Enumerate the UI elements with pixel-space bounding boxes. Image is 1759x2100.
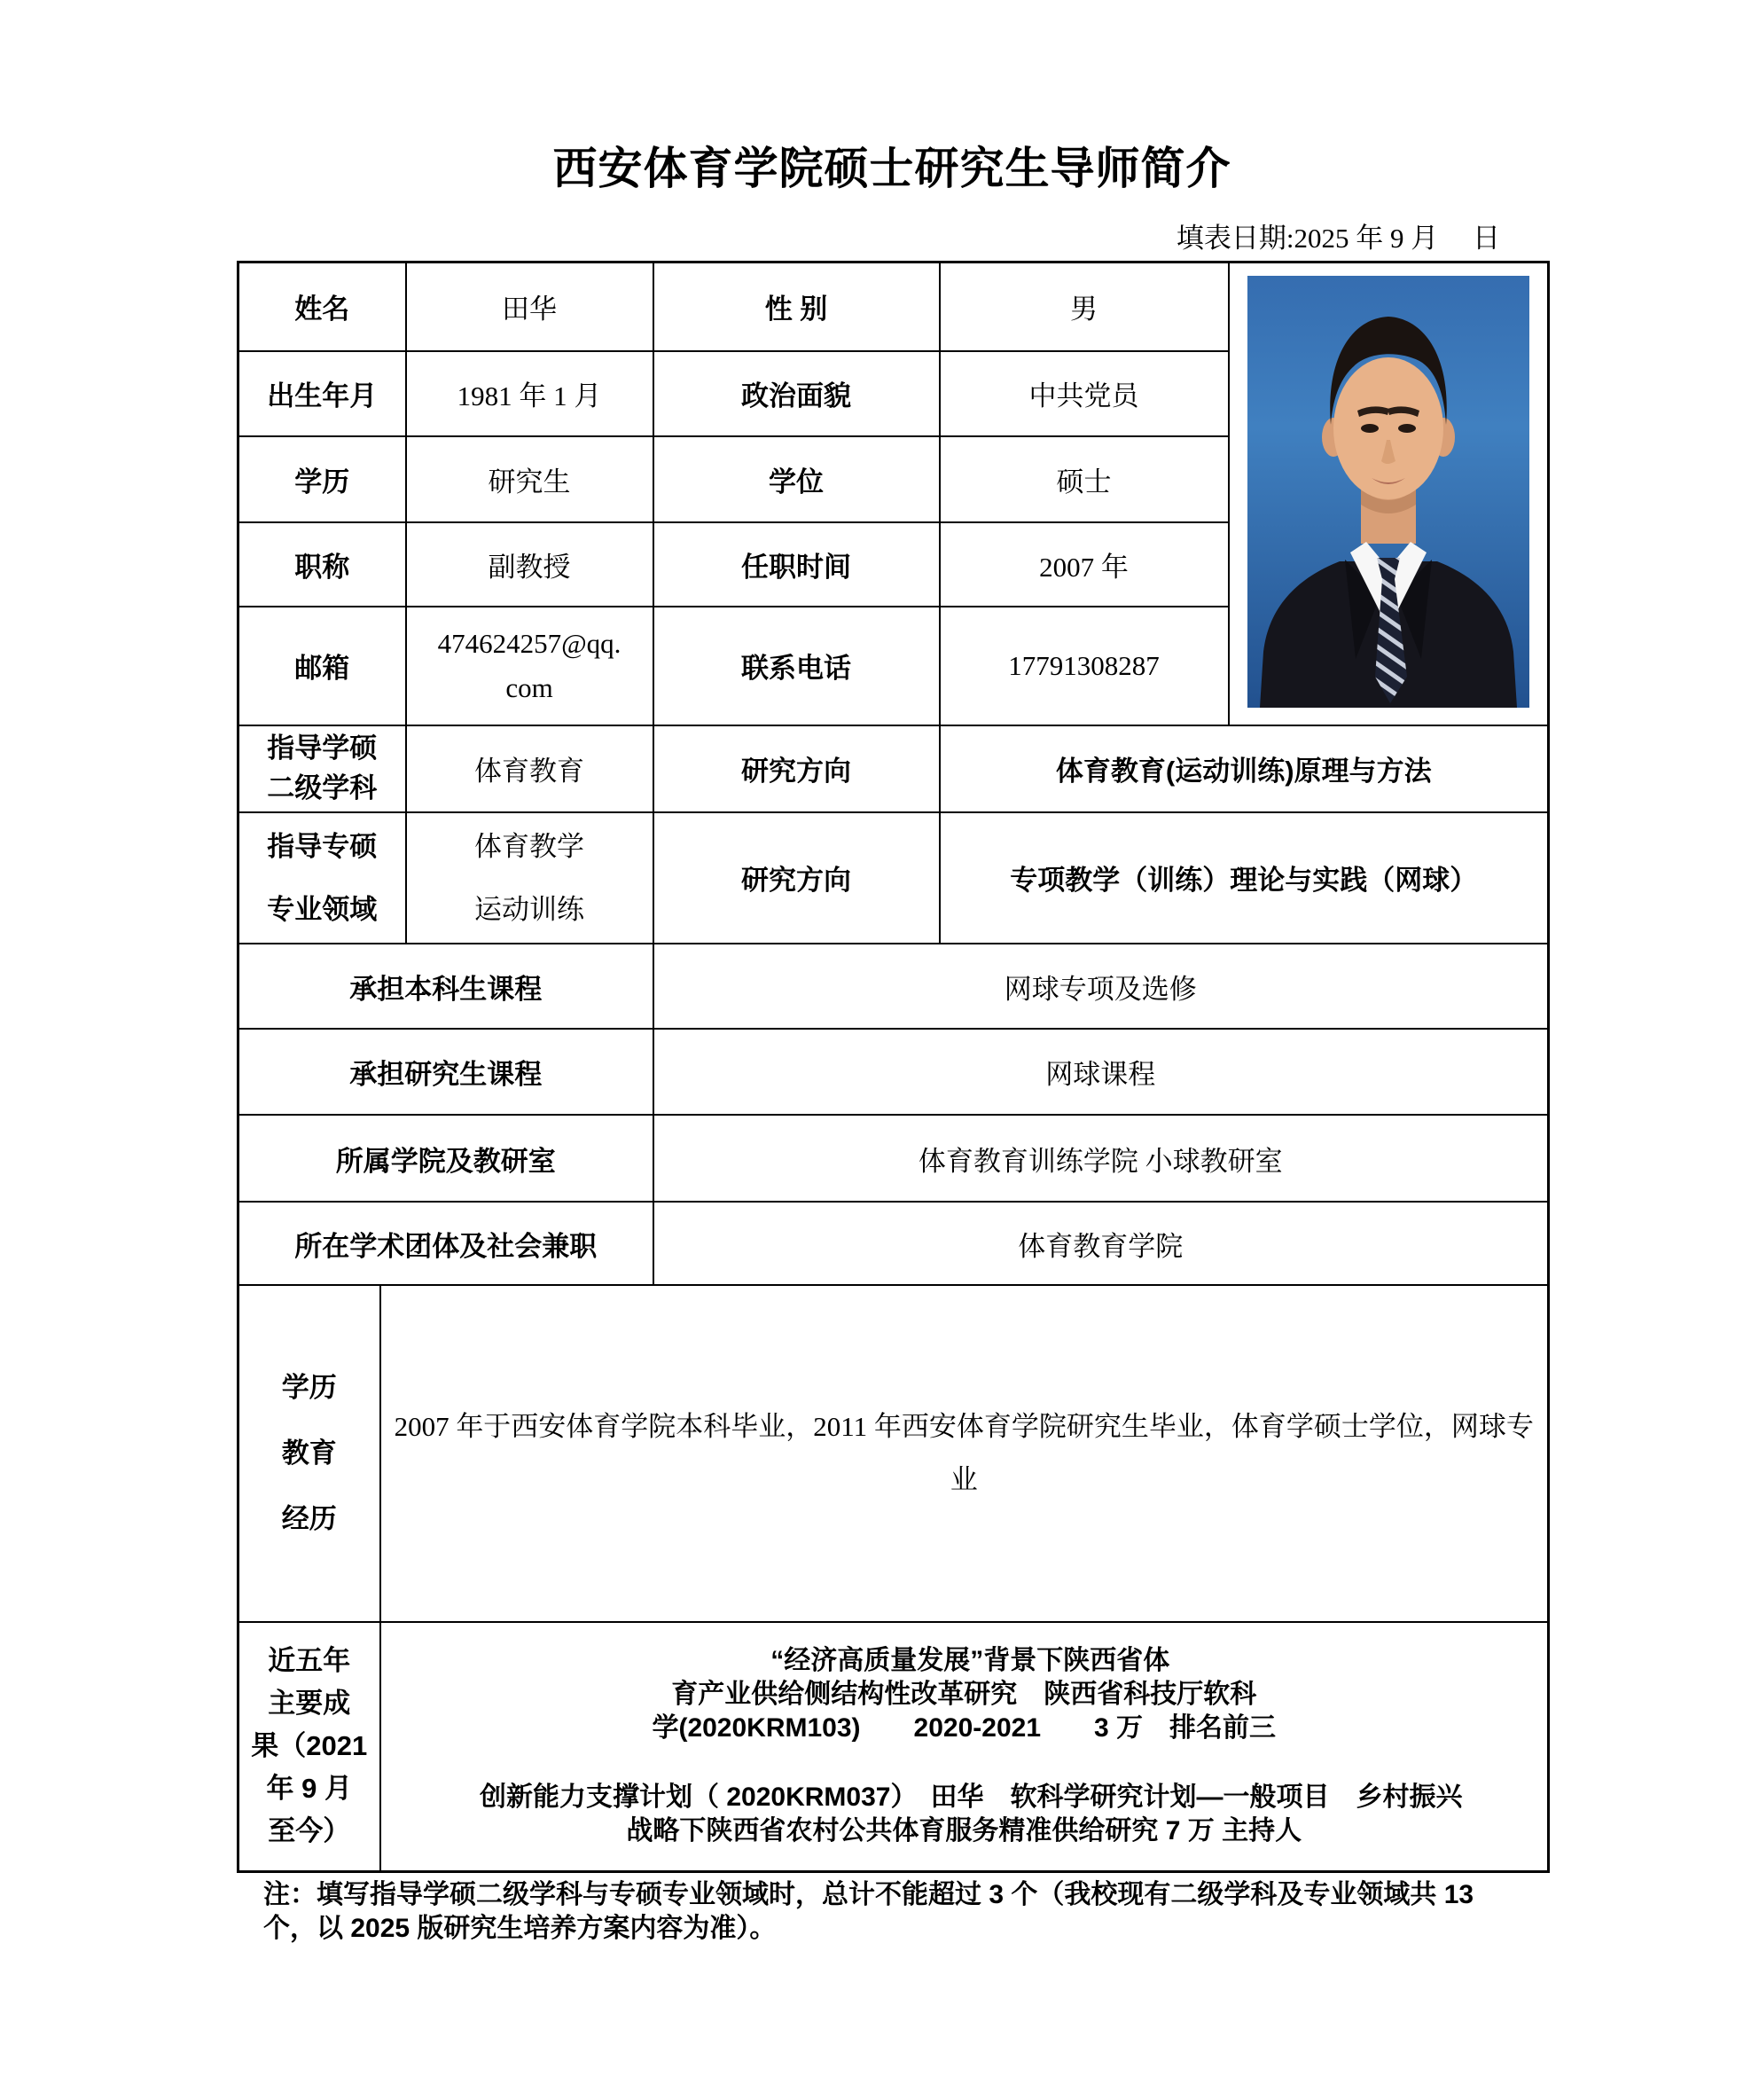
birth-value: 1981 年 1 月	[406, 351, 653, 436]
achievements-value	[380, 1622, 1549, 1871]
project-line: 育产业供给侧结构性改革研究 陕西省科技厅软科	[671, 1680, 1257, 1710]
table-row	[238, 262, 1549, 351]
name-label: 姓名	[238, 262, 406, 351]
table-row	[238, 1622, 1549, 1871]
societies-value: 体育教育学院	[653, 1202, 1549, 1285]
project-entry	[388, 1644, 1541, 1745]
label-line: 二级学科	[267, 772, 378, 803]
undergraduate-courses-value: 网球专项及选修	[653, 944, 1549, 1029]
job-title-label: 职称	[238, 522, 406, 607]
portrait-photo	[1247, 276, 1529, 708]
label-line: 年 9 月	[266, 1773, 352, 1805]
table-row	[238, 1115, 1549, 1202]
footer-note: 注：填写指导学硕二级学科与专硕专业领域时，总计不能超过 3 个（我校现有二级学科及专业领域共 13 个，以 2025 版研究生培养方案内容为准）。	[263, 1880, 1474, 1943]
label-line: 经历	[281, 1503, 337, 1535]
appointment-label: 任职时间	[653, 522, 940, 607]
phone-label: 联系电话	[653, 607, 940, 725]
label-line: 至今）	[268, 1815, 351, 1847]
label-line: 指导专硕	[267, 830, 378, 862]
undergraduate-courses-label: 承担本科生课程	[238, 944, 653, 1029]
degree-label: 学位	[653, 436, 940, 522]
political-value: 中共党员	[940, 351, 1229, 436]
project-entry	[388, 1781, 1541, 1848]
department-label: 所属学院及教研室	[238, 1115, 653, 1202]
form-date-line: 填表日期:2025 年 9 月 日	[1176, 223, 1500, 254]
research-direction-label: 研究方向	[653, 725, 940, 812]
education-value: 研究生	[406, 436, 653, 522]
email-line: 474624257@qq.	[437, 627, 622, 659]
label-line: 果（2021	[251, 1730, 368, 1762]
education-history-label	[238, 1285, 380, 1622]
project-line: “经济高质量发展”背景下陕西省体	[770, 1646, 1170, 1676]
education-label: 学历	[238, 436, 406, 522]
job-title-value: 副教授	[406, 522, 653, 607]
research-direction-label: 研究方向	[653, 812, 940, 944]
table-row	[238, 725, 1549, 812]
graduate-courses-value: 网球课程	[653, 1029, 1549, 1115]
label-line: 学历	[281, 1371, 337, 1403]
email-line: com	[505, 671, 553, 703]
advisor-profile-table	[237, 261, 1550, 1873]
table-row	[238, 1285, 1549, 1622]
academic-discipline-label	[238, 725, 406, 812]
value-line: 体育教学	[474, 830, 584, 862]
label-line: 专业领域	[267, 893, 378, 925]
email-value	[406, 607, 653, 725]
professional-field-value	[406, 812, 653, 944]
page-title: 西安体育学院硕士研究生导师简介	[552, 144, 1231, 193]
political-label: 政治面貌	[653, 351, 940, 436]
value-line: 运动训练	[474, 893, 584, 925]
education-history-value: 2007 年于西安体育学院本科毕业，2011 年西安体育学院研究生毕业，体育学硕士学位，网球专业	[380, 1285, 1549, 1622]
label-line: 教育	[281, 1437, 337, 1469]
societies-label: 所在学术团体及社会兼职	[238, 1202, 653, 1285]
table-row	[238, 812, 1549, 944]
label-line: 主要成	[268, 1688, 351, 1720]
label-line: 近五年	[268, 1645, 351, 1677]
label-line: 指导学硕	[267, 732, 378, 764]
email-label: 邮箱	[238, 607, 406, 725]
project-line: 创新能力支撑计划（ 2020KRM037） 田华 软科学研究计划—一般项目 乡村振兴	[480, 1783, 1463, 1813]
graduate-courses-label: 承担研究生课程	[238, 1029, 653, 1115]
table-row	[238, 944, 1549, 1029]
research-direction-value: 专项教学（训练）理论与实践（网球）	[940, 812, 1549, 944]
project-line: 学(2020KRM103) 2020-2021 3 万 排名前三	[652, 1713, 1277, 1743]
professional-field-label	[238, 812, 406, 944]
department-value: 体育教育训练学院 小球教研室	[653, 1115, 1549, 1202]
academic-discipline-value: 体育教育	[406, 725, 653, 812]
face	[1333, 357, 1443, 499]
degree-value: 硕士	[940, 436, 1229, 522]
table-row	[238, 1029, 1549, 1115]
gender-value: 男	[940, 262, 1229, 351]
project-line: 战略下陕西省农村公共体育服务精准供给研究 7 万 主持人	[626, 1816, 1302, 1846]
phone-value: 17791308287	[940, 607, 1229, 725]
appointment-value: 2007 年	[940, 522, 1229, 607]
photo-cell	[1229, 262, 1549, 725]
achievements-label	[238, 1622, 380, 1871]
name-value: 田华	[406, 262, 653, 351]
birth-label: 出生年月	[238, 351, 406, 436]
research-direction-value: 体育教育(运动训练)原理与方法	[940, 725, 1549, 812]
gender-label: 性 别	[653, 262, 940, 351]
table-row	[238, 1202, 1549, 1285]
